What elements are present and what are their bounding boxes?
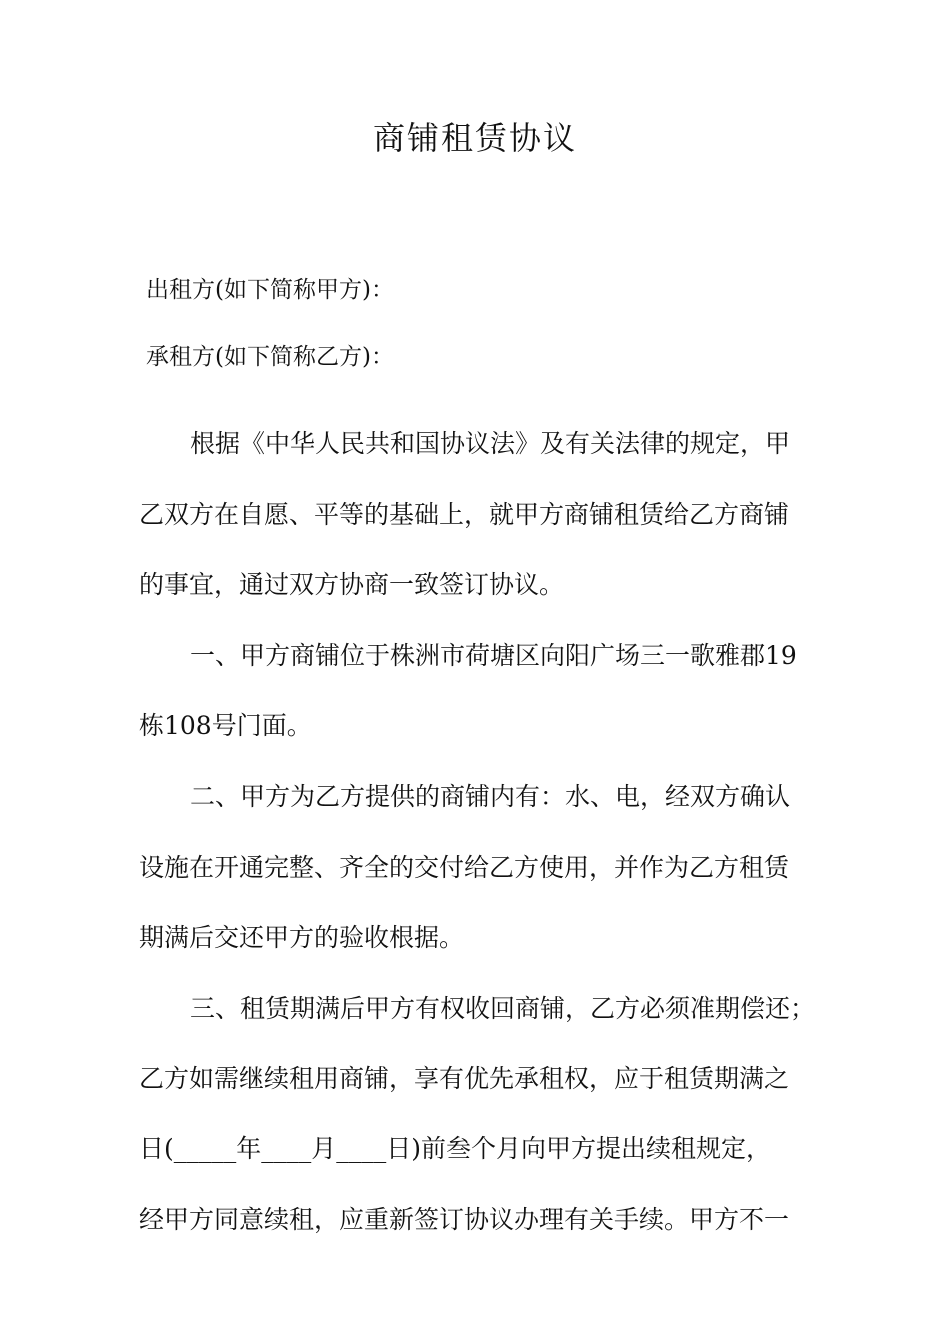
clause-3-line: 乙方如需继续租用商铺，享有优先承租权，应于租赁期满之: [139, 1064, 790, 1093]
clause-2-line: 二、甲方为乙方提供的商铺内有：水、电，经双方确认: [190, 782, 791, 811]
party-a-label: 出租方(如下简称甲方)：: [146, 277, 394, 303]
intro-paragraph-line: 根据《中华人民共和国协议法》及有关法律的规定，甲: [190, 429, 791, 458]
clause-1-line: 栋108号门面。: [139, 711, 312, 740]
clause-3-line: 经甲方同意续租，应重新签订协议办理有关手续。甲方不一: [139, 1205, 790, 1234]
clause-1-line: 一、甲方商铺位于株洲市荷塘区向阳广场三一歌雅郡19: [190, 641, 797, 670]
intro-paragraph-line: 的事宜，通过双方协商一致签订协议。: [139, 570, 565, 599]
party-b-label: 承租方(如下简称乙方)：: [146, 344, 394, 370]
clause-2-line: 设施在开通完整、齐全的交付给乙方使用，并作为乙方租赁: [139, 853, 790, 882]
intro-paragraph-line: 乙双方在自愿、平等的基础上，就甲方商铺租赁给乙方商铺: [139, 500, 790, 529]
clause-2-line: 期满后交还甲方的验收根据。: [139, 923, 465, 952]
clause-3-line: 日(_____年____月____日)前叁个月向甲方提出续租规定，: [139, 1134, 772, 1163]
clause-3-line: 三、租赁期满后甲方有权收回商铺，乙方必须准期偿还；: [190, 994, 816, 1023]
document-title: 商铺租赁协议: [372, 119, 577, 157]
